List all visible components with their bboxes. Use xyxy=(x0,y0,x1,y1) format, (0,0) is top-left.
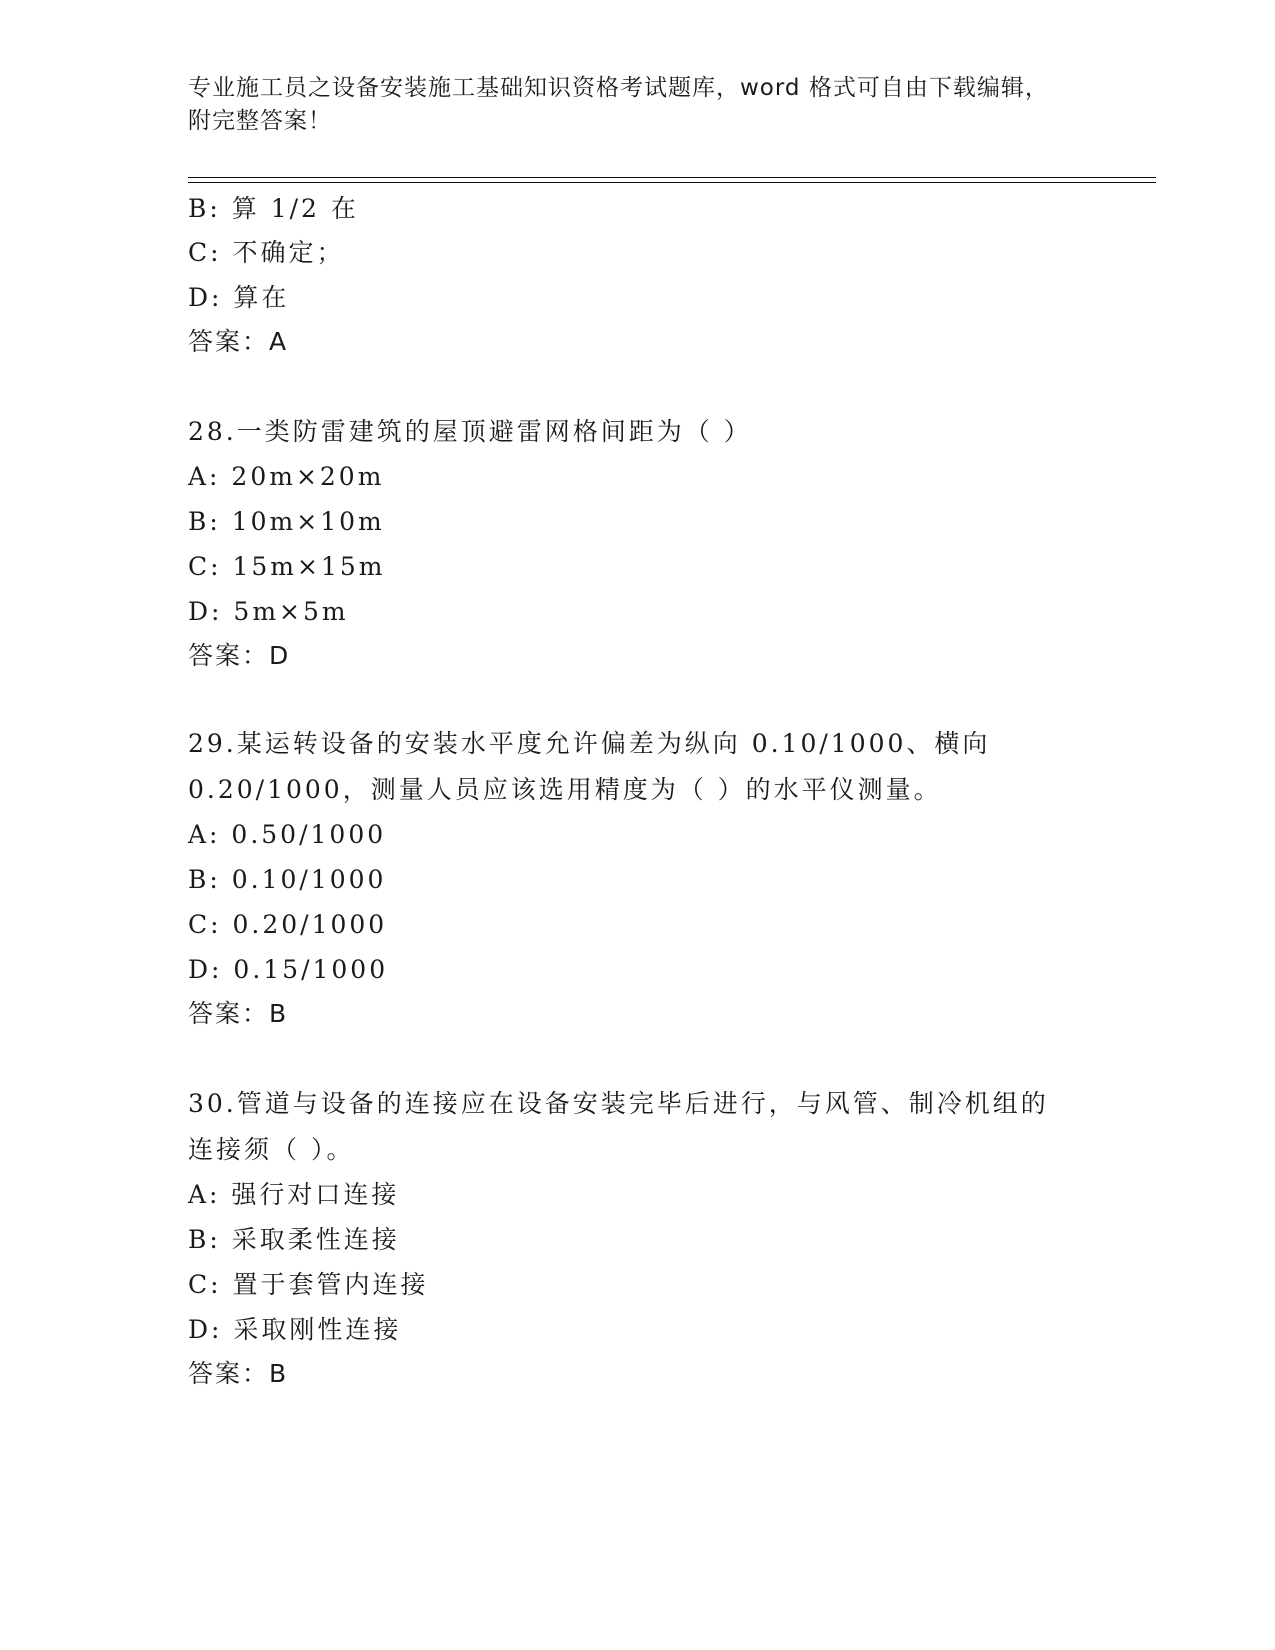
option-b: B: 0.10/1000 xyxy=(188,865,387,894)
option-c: C: 不确定； xyxy=(188,238,345,267)
option-a: A: 强行对口连接 xyxy=(188,1180,400,1209)
answer: 答案：A xyxy=(188,327,289,356)
option-c: C: 置于套管内连接 xyxy=(188,1270,429,1299)
question-stem-line-2: 连接须（ ）。 xyxy=(188,1135,355,1164)
question-stem-line-2: 0.20/1000，测量人员应该选用精度为（ ）的水平仪测量。 xyxy=(188,775,942,804)
option-a: A: 0.50/1000 xyxy=(188,820,387,849)
option-d: D: 采取刚性连接 xyxy=(188,1315,402,1344)
header-line-2: 附完整答案！ xyxy=(188,108,332,134)
document-header xyxy=(188,72,1068,138)
option-b: B: 算 1/2 在 xyxy=(188,194,359,223)
option-c: C: 0.20/1000 xyxy=(188,910,388,939)
option-b: B: 采取柔性连接 xyxy=(188,1225,400,1254)
option-c: C: 15m×15m xyxy=(188,552,386,581)
question-stem: 28.一类防雷建筑的屋顶避雷网格间距为（ ） xyxy=(188,417,752,446)
answer: 答案：B xyxy=(188,999,289,1028)
option-d: D: 0.15/1000 xyxy=(188,955,389,984)
answer: 答案：D xyxy=(188,641,291,670)
header-rule-top xyxy=(188,177,1156,178)
header-line-1: 专业施工员之设备安装施工基础知识资格考试题库，word 格式可自由下载编辑， xyxy=(188,75,1049,101)
question-stem-line-1: 30.管道与设备的连接应在设备安装完毕后进行，与风管、制冷机组的 xyxy=(188,1089,1049,1118)
option-d: D: 算在 xyxy=(188,283,290,312)
answer: 答案：B xyxy=(188,1359,289,1388)
option-a: A: 20m×20m xyxy=(188,462,385,491)
header-rule-bottom xyxy=(188,182,1156,183)
option-d: D: 5m×5m xyxy=(188,597,349,626)
question-stem-line-1: 29.某运转设备的安装水平度允许偏差为纵向 0.10/1000、横向 xyxy=(188,729,991,758)
option-b: B: 10m×10m xyxy=(188,507,385,536)
